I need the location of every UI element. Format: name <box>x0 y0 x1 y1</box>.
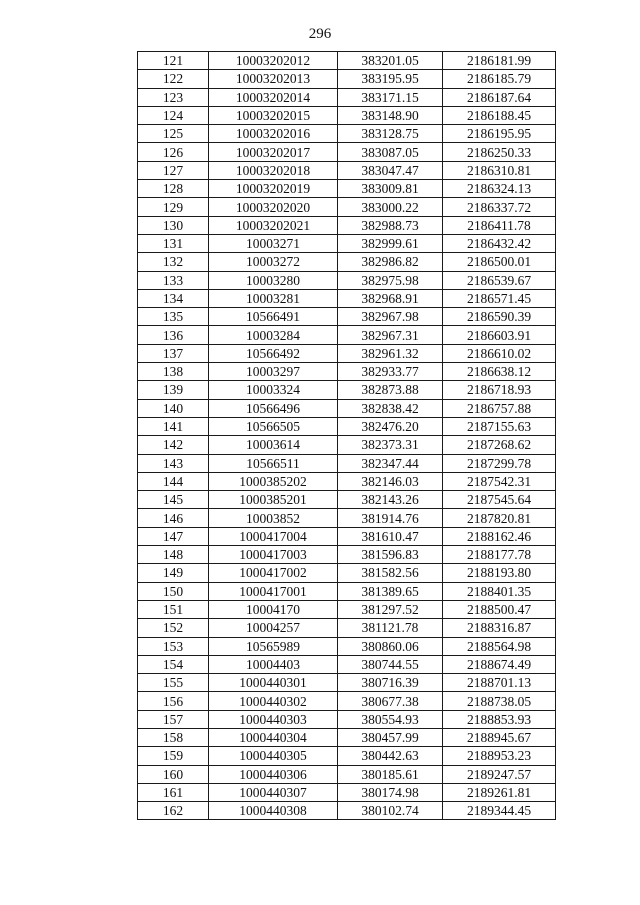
point-id-cell: 10003284 <box>209 326 338 344</box>
table-row <box>138 344 556 362</box>
y-coordinate-cell: 2186250.33 <box>443 143 556 161</box>
point-number-cell: 121 <box>138 52 209 70</box>
x-coordinate-cell: 381389.65 <box>338 582 443 600</box>
y-coordinate-cell: 2186590.39 <box>443 308 556 326</box>
point-id-cell: 10565989 <box>209 637 338 655</box>
point-id-cell: 1000417002 <box>209 564 338 582</box>
point-number-cell: 160 <box>138 765 209 783</box>
table-row <box>138 180 556 198</box>
point-id-cell: 10003297 <box>209 363 338 381</box>
point-number-cell: 147 <box>138 527 209 545</box>
point-number-cell: 131 <box>138 234 209 252</box>
point-id-cell: 10003202020 <box>209 198 338 216</box>
y-coordinate-cell: 2188945.67 <box>443 728 556 746</box>
x-coordinate-cell: 382967.98 <box>338 308 443 326</box>
table-row <box>138 765 556 783</box>
y-coordinate-cell: 2188177.78 <box>443 546 556 564</box>
table-row <box>138 143 556 161</box>
y-coordinate-cell: 2188953.23 <box>443 747 556 765</box>
point-id-cell: 1000440308 <box>209 802 338 820</box>
point-number-cell: 155 <box>138 674 209 692</box>
table-row <box>138 454 556 472</box>
point-id-cell: 10003202019 <box>209 180 338 198</box>
y-coordinate-cell: 2186638.12 <box>443 363 556 381</box>
point-id-cell: 10566496 <box>209 399 338 417</box>
y-coordinate-cell: 2187820.81 <box>443 509 556 527</box>
x-coordinate-cell: 382838.42 <box>338 399 443 417</box>
y-coordinate-cell: 2186571.45 <box>443 289 556 307</box>
y-coordinate-cell: 2186411.78 <box>443 216 556 234</box>
x-coordinate-cell: 380174.98 <box>338 783 443 801</box>
y-coordinate-cell: 2187542.31 <box>443 472 556 490</box>
point-number-cell: 123 <box>138 88 209 106</box>
x-coordinate-cell: 383171.15 <box>338 88 443 106</box>
point-number-cell: 126 <box>138 143 209 161</box>
y-coordinate-cell: 2189261.81 <box>443 783 556 801</box>
y-coordinate-cell: 2186432.42 <box>443 234 556 252</box>
y-coordinate-cell: 2186337.72 <box>443 198 556 216</box>
point-id-cell: 1000417004 <box>209 527 338 545</box>
point-id-cell: 1000440304 <box>209 728 338 746</box>
y-coordinate-cell: 2189247.57 <box>443 765 556 783</box>
table-row <box>138 436 556 454</box>
point-number-cell: 132 <box>138 253 209 271</box>
x-coordinate-cell: 380554.93 <box>338 710 443 728</box>
table-row <box>138 600 556 618</box>
point-id-cell: 10003614 <box>209 436 338 454</box>
y-coordinate-cell: 2186500.01 <box>443 253 556 271</box>
table-row <box>138 106 556 124</box>
table-row <box>138 363 556 381</box>
point-id-cell: 1000440301 <box>209 674 338 692</box>
point-number-cell: 150 <box>138 582 209 600</box>
point-number-cell: 154 <box>138 655 209 673</box>
x-coordinate-cell: 381596.83 <box>338 546 443 564</box>
table-row <box>138 70 556 88</box>
point-number-cell: 148 <box>138 546 209 564</box>
point-number-cell: 134 <box>138 289 209 307</box>
point-number-cell: 133 <box>138 271 209 289</box>
table-row <box>138 783 556 801</box>
x-coordinate-cell: 382967.31 <box>338 326 443 344</box>
x-coordinate-cell: 383009.81 <box>338 180 443 198</box>
x-coordinate-cell: 380860.06 <box>338 637 443 655</box>
y-coordinate-cell: 2188500.47 <box>443 600 556 618</box>
y-coordinate-cell: 2187545.64 <box>443 491 556 509</box>
table-row <box>138 564 556 582</box>
y-coordinate-cell: 2188162.46 <box>443 527 556 545</box>
point-number-cell: 156 <box>138 692 209 710</box>
x-coordinate-cell: 382146.03 <box>338 472 443 490</box>
point-id-cell: 10003202015 <box>209 106 338 124</box>
y-coordinate-cell: 2188564.98 <box>443 637 556 655</box>
x-coordinate-cell: 382476.20 <box>338 417 443 435</box>
point-number-cell: 138 <box>138 363 209 381</box>
y-coordinate-cell: 2186610.02 <box>443 344 556 362</box>
x-coordinate-cell: 380185.61 <box>338 765 443 783</box>
point-id-cell: 1000385202 <box>209 472 338 490</box>
table-row <box>138 747 556 765</box>
point-id-cell: 1000440302 <box>209 692 338 710</box>
point-id-cell: 10003202017 <box>209 143 338 161</box>
y-coordinate-cell: 2186187.64 <box>443 88 556 106</box>
y-coordinate-cell: 2188674.49 <box>443 655 556 673</box>
x-coordinate-cell: 382999.61 <box>338 234 443 252</box>
table-row <box>138 710 556 728</box>
x-coordinate-cell: 380744.55 <box>338 655 443 673</box>
point-id-cell: 10003272 <box>209 253 338 271</box>
point-id-cell: 10003202018 <box>209 161 338 179</box>
point-number-cell: 142 <box>138 436 209 454</box>
x-coordinate-cell: 383201.05 <box>338 52 443 70</box>
y-coordinate-cell: 2187299.78 <box>443 454 556 472</box>
coordinates-table <box>137 51 556 820</box>
x-coordinate-cell: 381121.78 <box>338 619 443 637</box>
point-id-cell: 10566492 <box>209 344 338 362</box>
table-row <box>138 381 556 399</box>
point-number-cell: 152 <box>138 619 209 637</box>
y-coordinate-cell: 2186195.95 <box>443 125 556 143</box>
y-coordinate-cell: 2187155.63 <box>443 417 556 435</box>
y-coordinate-cell: 2186324.13 <box>443 180 556 198</box>
y-coordinate-cell: 2188401.35 <box>443 582 556 600</box>
table-row <box>138 308 556 326</box>
point-id-cell: 10003280 <box>209 271 338 289</box>
point-number-cell: 125 <box>138 125 209 143</box>
table-row <box>138 674 556 692</box>
point-number-cell: 136 <box>138 326 209 344</box>
point-number-cell: 145 <box>138 491 209 509</box>
table-row <box>138 198 556 216</box>
x-coordinate-cell: 382347.44 <box>338 454 443 472</box>
table-row <box>138 216 556 234</box>
y-coordinate-cell: 2186757.88 <box>443 399 556 417</box>
point-number-cell: 141 <box>138 417 209 435</box>
point-number-cell: 157 <box>138 710 209 728</box>
y-coordinate-cell: 2186310.81 <box>443 161 556 179</box>
y-coordinate-cell: 2188853.93 <box>443 710 556 728</box>
point-id-cell: 10003202014 <box>209 88 338 106</box>
x-coordinate-cell: 383195.95 <box>338 70 443 88</box>
table-row <box>138 527 556 545</box>
x-coordinate-cell: 382961.32 <box>338 344 443 362</box>
y-coordinate-cell: 2186181.99 <box>443 52 556 70</box>
point-number-cell: 130 <box>138 216 209 234</box>
point-id-cell: 1000417003 <box>209 546 338 564</box>
point-number-cell: 124 <box>138 106 209 124</box>
x-coordinate-cell: 381610.47 <box>338 527 443 545</box>
point-number-cell: 161 <box>138 783 209 801</box>
point-id-cell: 10003852 <box>209 509 338 527</box>
table-row <box>138 582 556 600</box>
point-id-cell: 1000440306 <box>209 765 338 783</box>
point-number-cell: 127 <box>138 161 209 179</box>
table-row <box>138 546 556 564</box>
x-coordinate-cell: 383128.75 <box>338 125 443 143</box>
x-coordinate-cell: 381582.56 <box>338 564 443 582</box>
point-id-cell: 10004257 <box>209 619 338 637</box>
table-row <box>138 399 556 417</box>
x-coordinate-cell: 381914.76 <box>338 509 443 527</box>
table-row <box>138 637 556 655</box>
table-row <box>138 692 556 710</box>
point-number-cell: 143 <box>138 454 209 472</box>
point-number-cell: 144 <box>138 472 209 490</box>
point-id-cell: 10004403 <box>209 655 338 673</box>
table-row <box>138 289 556 307</box>
x-coordinate-cell: 383148.90 <box>338 106 443 124</box>
point-id-cell: 10003281 <box>209 289 338 307</box>
x-coordinate-cell: 382373.31 <box>338 436 443 454</box>
x-coordinate-cell: 380102.74 <box>338 802 443 820</box>
table-row <box>138 234 556 252</box>
point-number-cell: 135 <box>138 308 209 326</box>
x-coordinate-cell: 382933.77 <box>338 363 443 381</box>
point-number-cell: 149 <box>138 564 209 582</box>
point-id-cell: 10004170 <box>209 600 338 618</box>
point-id-cell: 10003202013 <box>209 70 338 88</box>
point-number-cell: 153 <box>138 637 209 655</box>
point-number-cell: 139 <box>138 381 209 399</box>
point-id-cell: 10003202016 <box>209 125 338 143</box>
x-coordinate-cell: 383047.47 <box>338 161 443 179</box>
table-row <box>138 417 556 435</box>
table-row <box>138 125 556 143</box>
y-coordinate-cell: 2186188.45 <box>443 106 556 124</box>
point-id-cell: 1000417001 <box>209 582 338 600</box>
x-coordinate-cell: 381297.52 <box>338 600 443 618</box>
table-row <box>138 88 556 106</box>
point-number-cell: 162 <box>138 802 209 820</box>
y-coordinate-cell: 2188193.80 <box>443 564 556 582</box>
x-coordinate-cell: 380442.63 <box>338 747 443 765</box>
table-row <box>138 253 556 271</box>
table-row <box>138 509 556 527</box>
point-number-cell: 159 <box>138 747 209 765</box>
y-coordinate-cell: 2186718.93 <box>443 381 556 399</box>
y-coordinate-cell: 2189344.45 <box>443 802 556 820</box>
x-coordinate-cell: 382873.88 <box>338 381 443 399</box>
point-number-cell: 158 <box>138 728 209 746</box>
point-id-cell: 1000440303 <box>209 710 338 728</box>
coordinates-table-body <box>138 52 556 820</box>
table-row <box>138 655 556 673</box>
point-id-cell: 1000440307 <box>209 783 338 801</box>
x-coordinate-cell: 382968.91 <box>338 289 443 307</box>
point-number-cell: 129 <box>138 198 209 216</box>
x-coordinate-cell: 382988.73 <box>338 216 443 234</box>
table-row <box>138 52 556 70</box>
point-number-cell: 140 <box>138 399 209 417</box>
table-row <box>138 326 556 344</box>
page-number: 296 <box>308 26 332 42</box>
table-row <box>138 802 556 820</box>
table-row <box>138 728 556 746</box>
x-coordinate-cell: 382975.98 <box>338 271 443 289</box>
table-row <box>138 491 556 509</box>
y-coordinate-cell: 2188316.87 <box>443 619 556 637</box>
y-coordinate-cell: 2188701.13 <box>443 674 556 692</box>
x-coordinate-cell: 382143.26 <box>338 491 443 509</box>
table-row <box>138 619 556 637</box>
y-coordinate-cell: 2186185.79 <box>443 70 556 88</box>
point-number-cell: 137 <box>138 344 209 362</box>
point-id-cell: 10566511 <box>209 454 338 472</box>
point-number-cell: 151 <box>138 600 209 618</box>
point-id-cell: 10003202021 <box>209 216 338 234</box>
x-coordinate-cell: 383000.22 <box>338 198 443 216</box>
y-coordinate-cell: 2187268.62 <box>443 436 556 454</box>
point-number-cell: 128 <box>138 180 209 198</box>
y-coordinate-cell: 2186603.91 <box>443 326 556 344</box>
point-number-cell: 146 <box>138 509 209 527</box>
point-id-cell: 1000440305 <box>209 747 338 765</box>
table-row <box>138 271 556 289</box>
x-coordinate-cell: 380677.38 <box>338 692 443 710</box>
x-coordinate-cell: 382986.82 <box>338 253 443 271</box>
table-row <box>138 161 556 179</box>
y-coordinate-cell: 2186539.67 <box>443 271 556 289</box>
point-id-cell: 10003202012 <box>209 52 338 70</box>
point-id-cell: 10003271 <box>209 234 338 252</box>
x-coordinate-cell: 380716.39 <box>338 674 443 692</box>
point-number-cell: 122 <box>138 70 209 88</box>
x-coordinate-cell: 383087.05 <box>338 143 443 161</box>
point-id-cell: 1000385201 <box>209 491 338 509</box>
point-id-cell: 10566491 <box>209 308 338 326</box>
y-coordinate-cell: 2188738.05 <box>443 692 556 710</box>
point-id-cell: 10003324 <box>209 381 338 399</box>
x-coordinate-cell: 380457.99 <box>338 728 443 746</box>
point-id-cell: 10566505 <box>209 417 338 435</box>
table-row <box>138 472 556 490</box>
